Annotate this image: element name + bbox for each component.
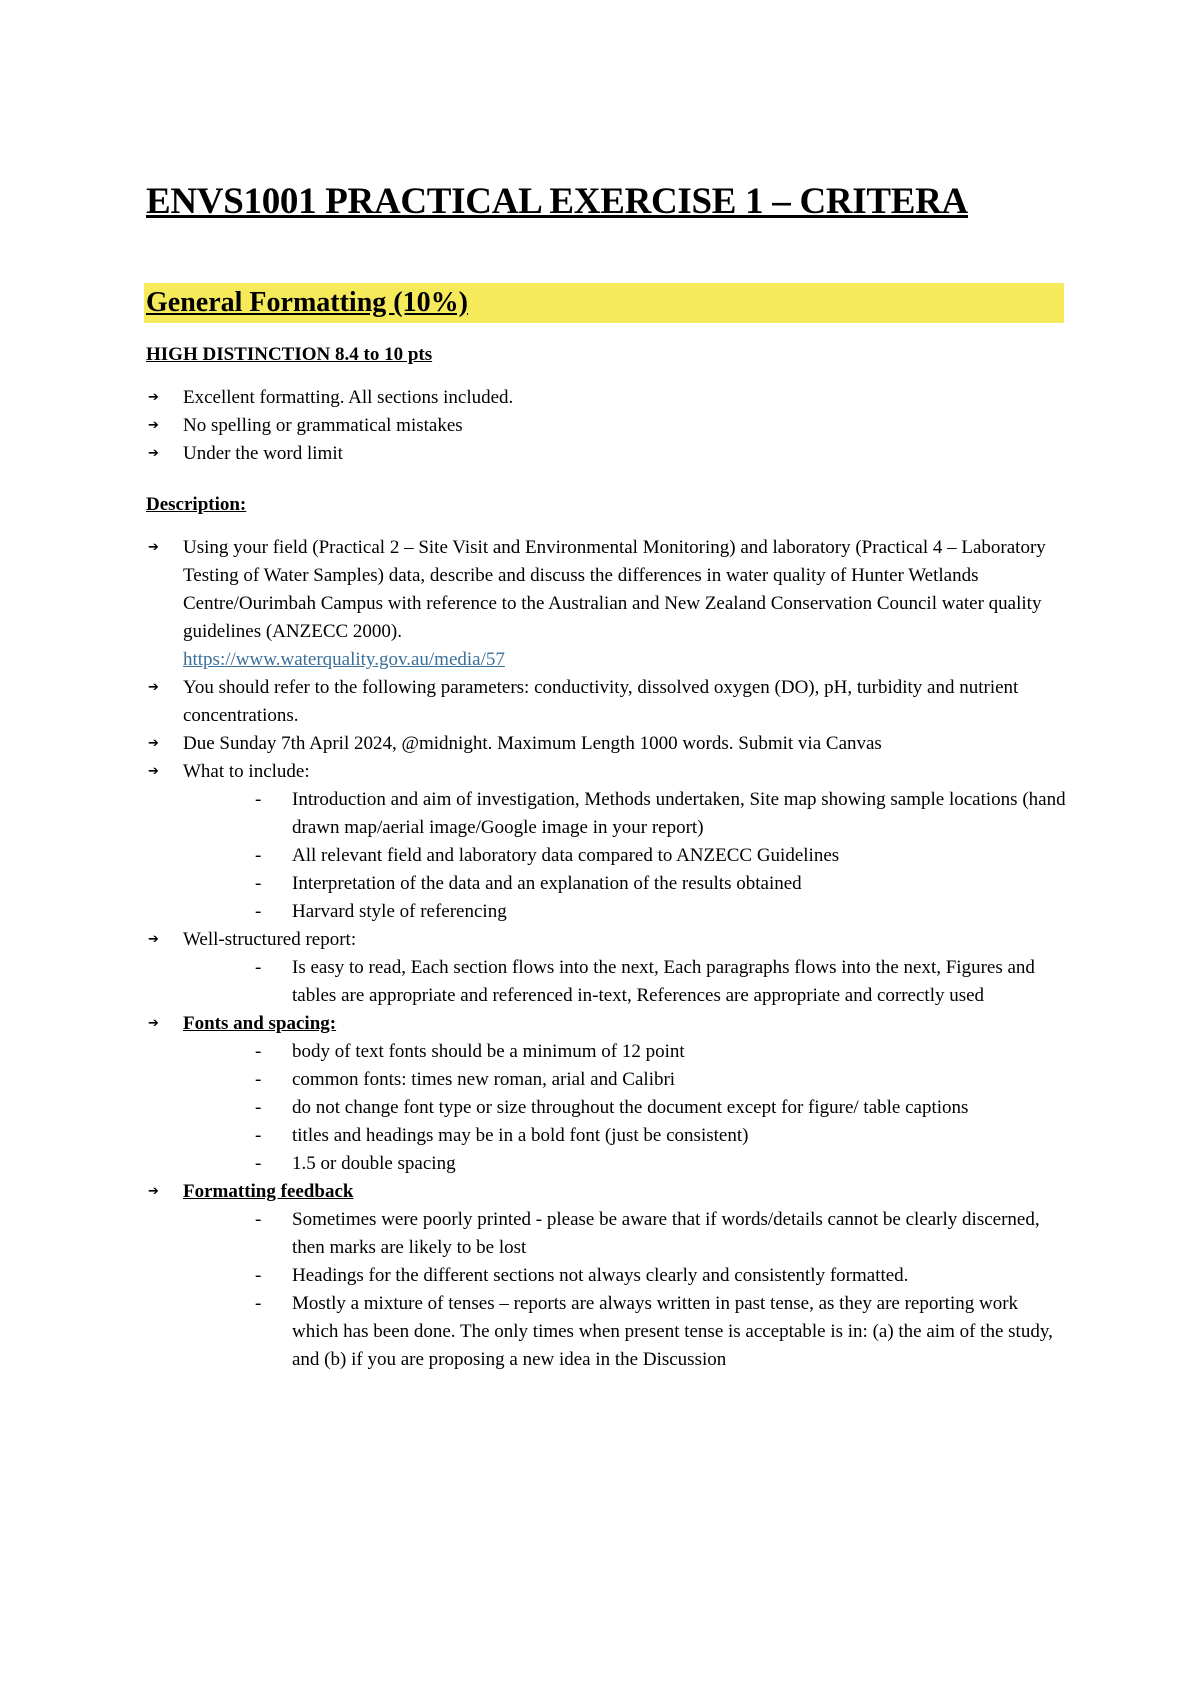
arrow-bullet-icon: ➔ xyxy=(148,764,159,779)
sub-list-item xyxy=(255,1122,1066,1150)
arrow-bullet-icon: ➔ xyxy=(148,932,159,947)
dash-bullet-icon: - xyxy=(255,789,262,810)
structure-label: Well-structured report: xyxy=(183,929,357,950)
parameters-text: You should refer to the following parameters: conductivity, dissolved oxygen (DO), pH, turbidity and nutrient concentrations. xyxy=(183,677,1019,726)
sub-list-item-text: Interpretation of the data and an explanation of the results obtained xyxy=(292,873,802,894)
sub-list-item-text: All relevant field and laboratory data compared to ANZECC Guidelines xyxy=(292,845,840,866)
sub-list-item xyxy=(255,1066,1066,1094)
sub-list-item xyxy=(255,1290,1066,1374)
dash-bullet-icon: - xyxy=(255,1097,262,1118)
description-list xyxy=(146,534,1066,1374)
arrow-bullet-icon: ➔ xyxy=(148,1184,159,1199)
sub-list-item-text: Introduction and aim of investigation, Methods undertaken, Site map showing sample locations (hand drawn map/aerial image/Google image in your report) xyxy=(292,789,1066,838)
list-item xyxy=(146,926,1066,1010)
dash-bullet-icon: - xyxy=(255,1265,262,1286)
intro-text: Using your field (Practical 2 – Site Visit and Environmental Monitoring) and laboratory (Practical 4 – Laboratory Testing of Water Samples) data, describe and discuss the differences in water quality of Hunter Wetlands Centre/Ourimbah Campus with reference to the Australian and New Zealand Conservation Council water quality guidelines (ANZECC 2000). xyxy=(183,537,1046,642)
arrow-bullet-icon: ➔ xyxy=(148,540,159,555)
sub-list-item xyxy=(255,842,1066,870)
dash-bullet-icon: - xyxy=(255,1125,262,1146)
section-heading: General Formatting (10%) xyxy=(146,287,468,318)
fonts-sublist xyxy=(183,1038,1066,1178)
list-item xyxy=(146,1010,1066,1178)
list-item xyxy=(146,674,1066,730)
sub-list-item xyxy=(255,1094,1066,1122)
list-item-text: Excellent formatting. All sections included. xyxy=(183,387,514,408)
dash-bullet-icon: - xyxy=(255,845,262,866)
sub-list-item-text: Is easy to read, Each section flows into the next, Each paragraphs flows into the next, Figures and tables are appropriate and referenced in-text, References are appropriate and correctly used xyxy=(292,957,1035,1006)
dash-bullet-icon: - xyxy=(255,1293,262,1314)
grade-heading: HIGH DISTINCTION 8.4 to 10 pts xyxy=(146,344,433,365)
dash-bullet-icon: - xyxy=(255,1209,262,1230)
list-item-text: Under the word limit xyxy=(183,443,343,464)
guidelines-link[interactable]: https://www.waterquality.gov.au/media/57 xyxy=(183,649,505,670)
sub-list-item xyxy=(255,786,1066,842)
description-heading: Description: xyxy=(146,494,247,515)
sub-list-item xyxy=(255,1038,1066,1066)
list-item xyxy=(146,758,1066,926)
list-item xyxy=(146,440,1066,468)
list-item xyxy=(146,730,1066,758)
list-item-text: No spelling or grammatical mistakes xyxy=(183,415,463,436)
include-sublist xyxy=(183,786,1066,926)
arrow-bullet-icon: ➔ xyxy=(148,736,159,751)
grade-criteria-list xyxy=(146,384,1066,468)
sub-list-item xyxy=(255,870,1066,898)
dash-bullet-icon: - xyxy=(255,1153,262,1174)
sub-list-item-text: Mostly a mixture of tenses – reports are always written in past tense, as they are reporting work which has been done. The only times when present tense is acceptable is in: (a) the aim of the study, and (b) if you are proposing a new idea in the Discussion xyxy=(292,1293,1053,1370)
due-date-text: Due Sunday 7th April 2024, @midnight. Maximum Length 1000 words. Submit via Canvas xyxy=(183,733,882,754)
feedback-label: Formatting feedback xyxy=(183,1181,354,1202)
sub-list-item xyxy=(255,1262,1066,1290)
list-item xyxy=(146,1178,1066,1374)
dash-bullet-icon: - xyxy=(255,901,262,922)
sub-list-item-text: Harvard style of referencing xyxy=(292,901,507,922)
include-label: What to include: xyxy=(183,761,310,782)
document-title: ENVS1001 PRACTICAL EXERCISE 1 – CRITERA xyxy=(146,181,968,222)
structure-sublist xyxy=(183,954,1066,1010)
list-item xyxy=(146,534,1066,674)
arrow-bullet-icon: ➔ xyxy=(148,1016,159,1031)
sub-list-item-text: common fonts: times new roman, arial and Calibri xyxy=(292,1069,676,1090)
arrow-bullet-icon: ➔ xyxy=(148,418,159,433)
sub-list-item-text: do not change font type or size throughout the document except for figure/ table captions xyxy=(292,1097,969,1118)
dash-bullet-icon: - xyxy=(255,1041,262,1062)
dash-bullet-icon: - xyxy=(255,957,262,978)
dash-bullet-icon: - xyxy=(255,873,262,894)
list-item xyxy=(146,412,1066,440)
dash-bullet-icon: - xyxy=(255,1069,262,1090)
sub-list-item xyxy=(255,1206,1066,1262)
sub-list-item-text: body of text fonts should be a minimum of 12 point xyxy=(292,1041,685,1062)
list-item xyxy=(146,384,1066,412)
arrow-bullet-icon: ➔ xyxy=(148,680,159,695)
sub-list-item xyxy=(255,1150,1066,1178)
sub-list-item xyxy=(255,954,1066,1010)
fonts-label: Fonts and spacing: xyxy=(183,1013,337,1034)
sub-list-item-text: Headings for the different sections not always clearly and consistently formatted. xyxy=(292,1265,909,1286)
arrow-bullet-icon: ➔ xyxy=(148,390,159,405)
sub-list-item xyxy=(255,898,1066,926)
arrow-bullet-icon: ➔ xyxy=(148,446,159,461)
sub-list-item-text: Sometimes were poorly printed - please be aware that if words/details cannot be clearly discerned, then marks are likely to be lost xyxy=(292,1209,1040,1258)
sub-list-item-text: titles and headings may be in a bold font (just be consistent) xyxy=(292,1125,749,1146)
sub-list-item-text: 1.5 or double spacing xyxy=(292,1153,456,1174)
feedback-sublist xyxy=(183,1206,1066,1374)
